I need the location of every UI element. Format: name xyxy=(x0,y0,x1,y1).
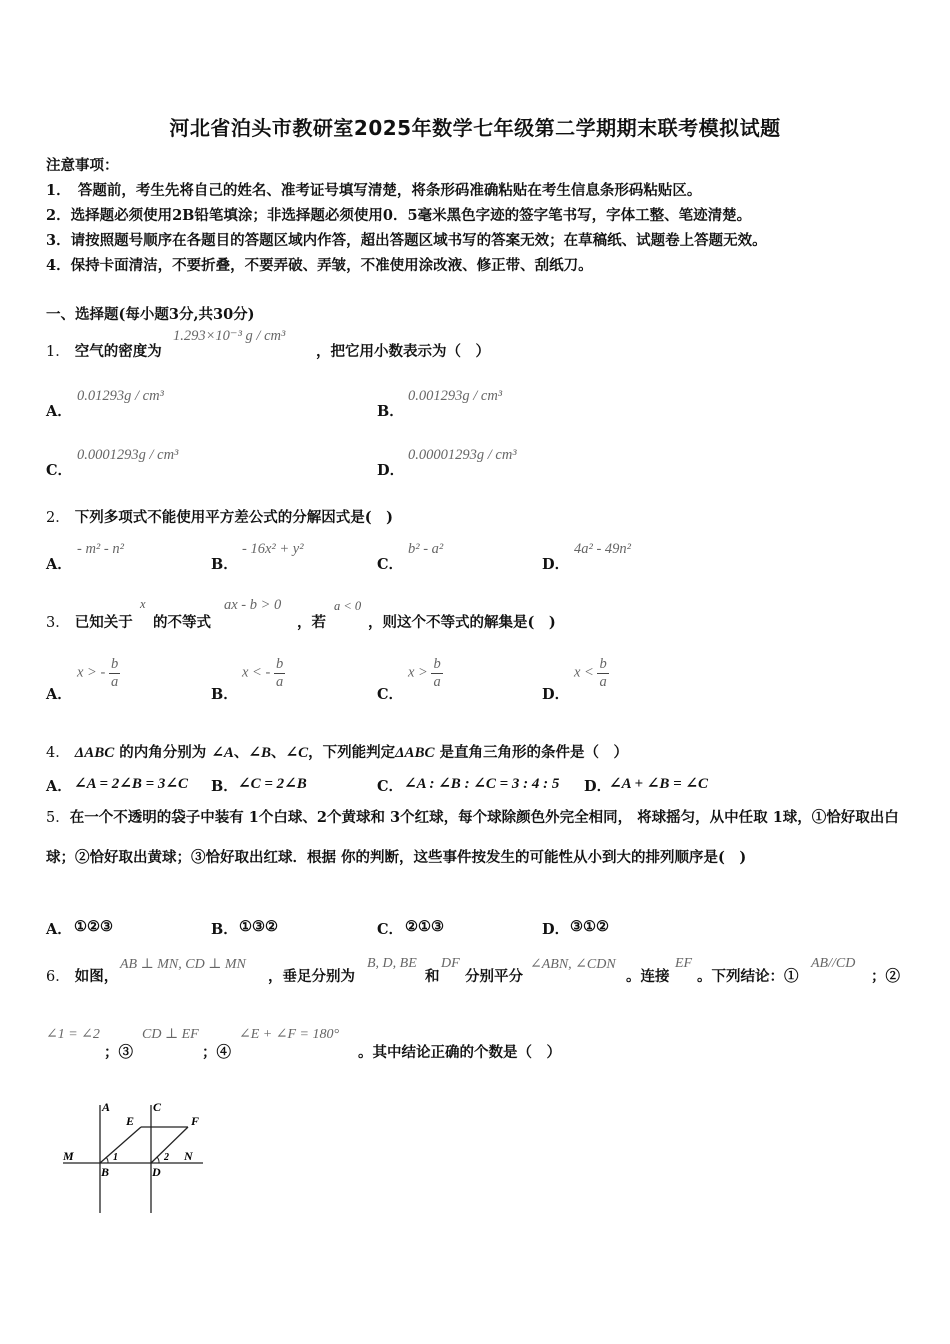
q3-condition: a < 0 xyxy=(334,599,362,613)
q6-expression: ∠E + ∠F = 180° xyxy=(239,1027,340,1042)
option-lhs: x < xyxy=(574,664,594,681)
question-text: ，则这个不等式的解集是( ) xyxy=(368,614,556,631)
option-expression xyxy=(408,656,443,690)
option-label[interactable]: D． xyxy=(542,556,570,573)
question-text: 。连接 xyxy=(626,968,670,985)
option-expression: ∠A = 2∠B = 3∠C xyxy=(74,776,188,792)
question-text: 空气的密度为 xyxy=(74,343,162,360)
option-label[interactable]: C． xyxy=(377,556,404,573)
option-expression xyxy=(242,656,285,690)
question-1 xyxy=(46,340,162,361)
option-label[interactable]: A． xyxy=(46,403,72,420)
option-text: ①②③ xyxy=(74,918,113,935)
question-text: 如图， xyxy=(74,968,119,985)
figure-label: 2 xyxy=(164,1152,169,1163)
numerator: b xyxy=(275,656,284,672)
denominator: a xyxy=(433,673,441,690)
question-text: 已知关于 xyxy=(74,614,133,631)
geometry-figure xyxy=(55,1095,215,1220)
option-label[interactable]: D． xyxy=(542,686,570,703)
option-expression: ∠C = 2∠B xyxy=(238,776,307,792)
option-lhs: x > - xyxy=(77,664,106,681)
segment-df xyxy=(151,1127,188,1163)
option-expression: 0.0001293g / cm³ xyxy=(77,447,179,463)
question-text: 的内角分别为 xyxy=(119,744,207,761)
figure-label: D xyxy=(152,1165,161,1179)
figure-label: N xyxy=(184,1149,193,1163)
fraction xyxy=(597,656,608,690)
question-number: 6． xyxy=(46,969,70,985)
question-text: ，下列能判定 xyxy=(308,744,396,761)
question-text: 、 xyxy=(271,744,286,761)
q6-expression: AB ⊥ MN, CD ⊥ MN xyxy=(120,957,246,972)
denominator: a xyxy=(110,673,119,690)
question-text: 下列多项式不能使用平方差公式的分解因式是( ) xyxy=(74,509,394,526)
question-text: 分别平分 xyxy=(465,968,523,985)
option-label[interactable]: C． xyxy=(377,686,404,703)
figure-label: B xyxy=(101,1165,110,1179)
q6-expression: DF xyxy=(441,956,460,971)
option-text: ②①③ xyxy=(405,918,444,935)
question-text: ；④ xyxy=(202,1044,231,1061)
numerator: b xyxy=(110,656,119,672)
question-text: 。下列结论：① xyxy=(697,968,799,985)
option-label[interactable]: A． xyxy=(46,921,72,938)
question-number: 2． xyxy=(46,510,70,526)
math-term: ΔABC xyxy=(74,745,115,761)
denominator: a xyxy=(599,673,607,690)
math-term: ∠A xyxy=(211,745,234,761)
question-2 xyxy=(46,506,393,527)
option-label[interactable]: C． xyxy=(46,462,73,479)
figure-label: C xyxy=(153,1100,162,1114)
q3-inequality: ax - b > 0 xyxy=(224,597,282,613)
option-label[interactable]: A． xyxy=(46,556,72,573)
option-label[interactable]: B． xyxy=(211,921,238,938)
angle-2-arc xyxy=(157,1157,159,1163)
numerator: b xyxy=(433,656,441,672)
question-5 xyxy=(46,798,908,877)
figure-label: M xyxy=(63,1149,74,1163)
option-expression: ∠A : ∠B : ∠C = 3 : 4 : 5 xyxy=(404,776,560,792)
figure-label: F xyxy=(191,1114,200,1128)
question-number: 4． xyxy=(46,745,70,761)
figure-label: E xyxy=(126,1114,135,1128)
option-label[interactable]: B． xyxy=(377,403,404,420)
question-text: 。其中结论正确的个数是（ ） xyxy=(358,1044,561,1061)
option-label[interactable]: B． xyxy=(211,686,238,703)
option-expression: - m² - n² xyxy=(77,541,124,557)
question-text: 在一个不透明的袋子中装有 1个白球、2个黄球和 3个红球，每个球除颜色外完全相同， 将球摇匀，从中任取 1球，①恰好取出白球；②恰好取出黄球；③恰好取出红球．根据 你的判断，这些事件按发生的可能性从小到大的排列顺序是( ) xyxy=(46,809,899,866)
q6-expression: ∠1 = ∠2 xyxy=(46,1027,100,1042)
note-item: 4．保持卡面清洁，不要折叠，不要弄破、弄皱，不准使用涂改液、修正带、刮纸刀。 xyxy=(46,257,593,274)
option-expression: 0.001293g / cm³ xyxy=(408,388,503,404)
math-term: ΔABC xyxy=(395,745,435,761)
math-term: ∠B xyxy=(248,745,271,761)
option-expression xyxy=(77,656,120,690)
question-text: ，垂足分别为 xyxy=(268,968,355,985)
question-4 xyxy=(46,741,628,762)
page-title: 河北省泊头市教研室2025年数学七年级第二学期期末联考模拟试题 xyxy=(169,116,781,140)
angle-1-arc xyxy=(106,1157,108,1163)
option-label[interactable]: D． xyxy=(542,921,570,938)
question-text: 是直角三角形的条件是（ ） xyxy=(439,744,629,761)
note-item: 1． 答题前，考生先将自己的姓名、准考证号填写清楚，将条形码准确粘贴在考生信息条形码粘贴区。 xyxy=(46,182,702,199)
option-lhs: x > xyxy=(408,664,428,681)
denominator: a xyxy=(275,673,284,690)
option-label[interactable]: A． xyxy=(46,686,72,703)
q6-expression: B, D, BE xyxy=(367,956,417,971)
option-expression: 4a² - 49n² xyxy=(574,541,632,557)
option-label[interactable]: D． xyxy=(377,462,405,479)
option-label[interactable]: B． xyxy=(211,556,238,573)
question-text: 、 xyxy=(233,744,249,761)
option-expression xyxy=(574,656,609,690)
figure-label: A xyxy=(102,1100,111,1114)
note-item: 2．选择题必须使用2B铅笔填涂；非选择题必须使用0．5毫米黑色字迹的签字笔书写，字体工整、笔迹清楚。 xyxy=(46,207,752,224)
option-expression: b² - a² xyxy=(408,541,444,557)
notes-heading: 注意事项： xyxy=(46,157,119,174)
option-label[interactable]: C． xyxy=(377,778,404,795)
figure-label: 1 xyxy=(113,1152,118,1163)
q6-expression: EF xyxy=(675,956,693,971)
math-term: ∠C xyxy=(285,745,309,761)
fraction xyxy=(431,656,442,690)
option-expression: ∠A + ∠B = ∠C xyxy=(609,776,708,792)
q6-expression: AB//CD xyxy=(811,956,856,971)
question-text: ；③ xyxy=(104,1044,133,1061)
question-3 xyxy=(46,611,133,632)
question-text: ；② xyxy=(871,968,900,985)
section-heading: 一、选择题(每小题3分,共30分) xyxy=(46,306,255,323)
q3-variable: x xyxy=(140,597,146,611)
option-expression: 0.01293g / cm³ xyxy=(77,388,164,404)
q6-expression: ∠ABN, ∠CDN xyxy=(530,957,616,972)
fraction xyxy=(274,656,285,690)
question-number: 3． xyxy=(46,615,70,631)
option-expression: - 16x² + y² xyxy=(242,541,304,557)
option-label[interactable]: C． xyxy=(377,921,404,938)
question-text: ，若 xyxy=(297,614,326,631)
option-label[interactable]: D． xyxy=(584,778,612,795)
option-text: ③①② xyxy=(570,918,609,935)
option-label[interactable]: B． xyxy=(211,778,238,795)
question-number: 5． xyxy=(46,810,70,826)
option-lhs: x < - xyxy=(242,664,271,681)
question-6 xyxy=(46,965,118,986)
question-text: 的不等式 xyxy=(153,614,211,631)
numerator: b xyxy=(599,656,607,672)
option-label[interactable]: A． xyxy=(46,778,72,795)
question-text: ，把它用小数表示为（ ） xyxy=(316,343,490,360)
q6-expression: CD ⊥ EF xyxy=(142,1027,199,1042)
fraction xyxy=(109,656,120,690)
note-item: 3．请按照题号顺序在各题目的答题区域内作答，超出答题区域书写的答案无效；在草稿纸、试题卷上答题无效。 xyxy=(46,232,767,249)
option-text: ①③② xyxy=(239,918,278,935)
q1-expression: 1.293×10⁻³ g / cm³ xyxy=(173,328,286,344)
option-expression: 0.00001293g / cm³ xyxy=(408,447,517,463)
question-number: 1． xyxy=(46,344,70,360)
question-text: 和 xyxy=(425,968,440,985)
